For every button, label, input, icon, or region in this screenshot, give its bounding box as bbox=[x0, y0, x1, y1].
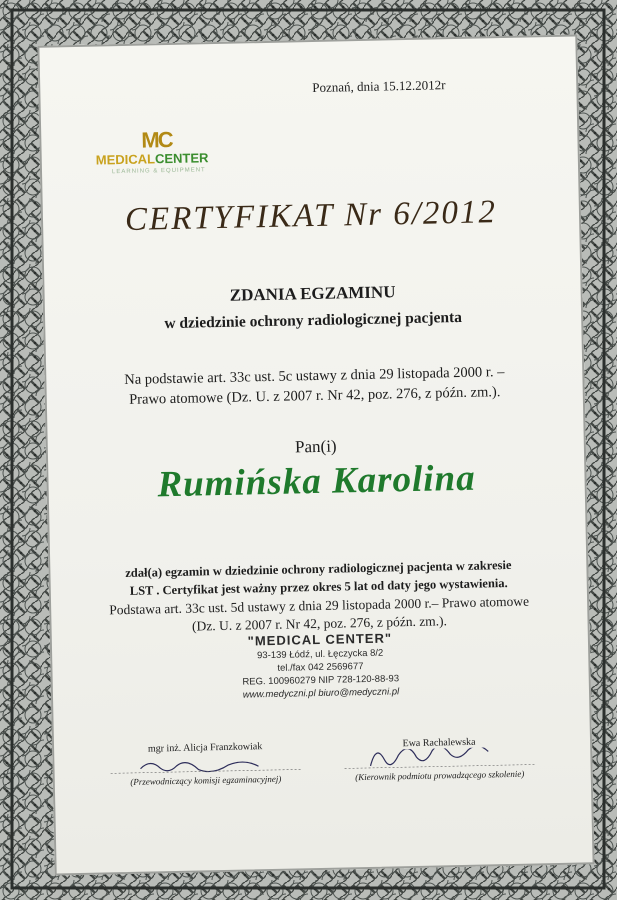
medical-center-logo bbox=[95, 126, 236, 189]
body-line-1: zdał(a) egzamin w dziedzinie ochrony radiologicznej pacjenta w zakresie bbox=[125, 557, 512, 581]
logo-name: MEDICALCENTER bbox=[95, 150, 209, 168]
stamp-address: 93-139 Łódź, ul. Łęczycka 8/2 bbox=[256, 647, 384, 662]
logo-tagline: LEARNING & EQUIPMENT bbox=[111, 167, 206, 176]
body-line-3: Podstawa art. 33c ust. 5d ustawy z dnia 29 listopada 2000 r.– Prawo atomowe bbox=[109, 593, 530, 618]
stamp-web: www.medyczni.pl biuro@medyczni.pl bbox=[242, 686, 400, 701]
signatory-head bbox=[334, 735, 545, 782]
signatory-chair bbox=[100, 740, 311, 787]
salutation: Pan(i) bbox=[294, 436, 337, 457]
signatory-head-role: (Kierownik podmiotu prowadzącego szkolenie) bbox=[355, 768, 525, 783]
signatory-chair-name: mgr inż. Alicja Franzkowiak bbox=[147, 741, 263, 755]
legal-basis-line-1: Na podstawie art. 33c ust. 5c ustawy z dnia 29 listopada 2000 r. – bbox=[124, 364, 505, 388]
signatory-head-name: Ewa Rachalewska bbox=[402, 736, 476, 750]
signatory-chair-role: (Przewodniczący komisji egzaminacyjnej) bbox=[130, 773, 282, 787]
certificate-title: CERTYFIKAT Nr 6/2012 bbox=[124, 194, 498, 238]
certificate-paper bbox=[37, 34, 594, 875]
legal-basis-line-2: Prawo atomowe (Dz. U. z 2007 r. Nr 42, poz. 276, z późn. zm.). bbox=[128, 384, 501, 408]
stamp-phone: tel./fax 042 2569677 bbox=[277, 661, 364, 674]
logo-mark: MC bbox=[141, 126, 172, 153]
place-date: Poznań, dnia 15.12.2012r bbox=[312, 77, 446, 95]
recipient-name: Rumińska Karolina bbox=[157, 457, 477, 506]
body-line-2: LST . Certyfikat jest ważny przez okres 5 lat od daty jego wystawienia. bbox=[129, 576, 508, 598]
stamp-ids: REG. 100960279 NIP 728-120-88-93 bbox=[242, 673, 400, 688]
body-line-4: (Dz. U. z 2007 r. Nr 42, poz. 276, z późn. zm.). bbox=[191, 613, 448, 634]
heading-exam: ZDANIA EGZAMINU bbox=[229, 282, 396, 305]
stamp-name: "MEDICAL CENTER" bbox=[247, 630, 393, 649]
heading-field: w dziedzinie ochrony radiologicznej pacjenta bbox=[164, 308, 463, 333]
